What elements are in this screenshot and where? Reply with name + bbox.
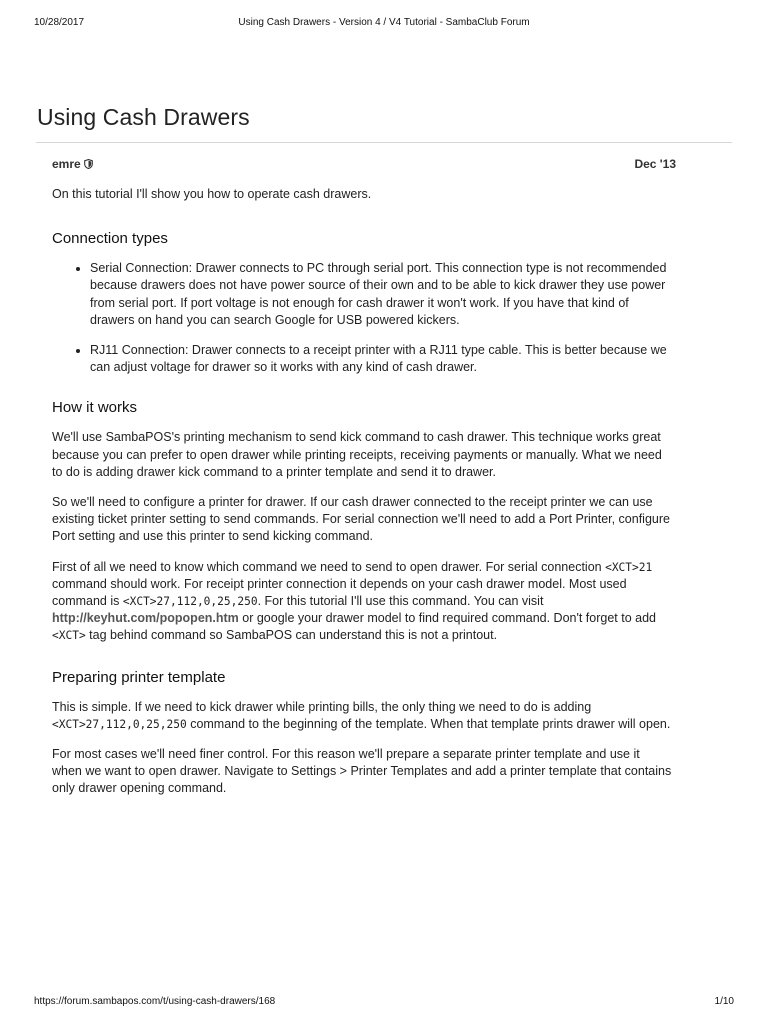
keyhut-link[interactable]: http://keyhut.com/popopen.htm — [52, 611, 239, 626]
author-name[interactable]: emre — [52, 157, 81, 171]
topic-title[interactable]: Using Cash Drawers — [37, 104, 250, 130]
preparing-template-paragraph-2: For most cases we'll need finer control. For this reason we'll prepare a separate printer template and use it when we want to open drawer. Navigate to Settings > Printer Templates and add a printer template that contains only drawer opening command. — [52, 747, 672, 796]
title-divider — [36, 142, 732, 143]
print-url: https://forum.sambapos.com/t/using-cash-drawers/168 — [34, 996, 276, 1007]
post-author[interactable] — [52, 157, 93, 171]
section-heading-preparing-printer-template: Preparing printer template — [52, 668, 226, 686]
intro-paragraph: On this tutorial I'll show you how to operate cash drawers. — [52, 187, 372, 201]
section-heading-connection-types: Connection types — [52, 230, 168, 248]
command-code: <XCT> — [52, 629, 86, 643]
paragraph-text: This is simple. If we need to kick drawer while printing bills, the only thing we need to do is adding — [52, 699, 592, 714]
paragraph-text: First of all we need to know which command we need to send to open drawer. For serial connection — [52, 559, 606, 574]
post-date[interactable]: Dec '13 — [634, 157, 676, 171]
list-item: • Serial Connection: Drawer connects to PC through serial port. This connection type is not recommended because drawers does not have power source of their own and to be able to kick drawer they use power from serial port. If port voltage is not enough for cash drawer it won't work. If you have that kind of drawers on hand you can search Google for USB powered kickers. — [90, 260, 672, 329]
print-date: 10/28/2017 — [34, 17, 85, 28]
how-it-works-paragraph-1: We'll use SambaPOS's printing mechanism to send kick command to cash drawer. This technique works great because you can prefer to open drawer while printing receipts, receiving payments or manually. What we need to do is adding drawer kick command to a printer template and send it to drawer. — [52, 430, 662, 479]
moderator-shield-icon — [84, 159, 93, 169]
print-document-title: Using Cash Drawers - Version 4 / V4 Tutorial - SambaClub Forum — [238, 17, 530, 28]
section-heading-how-it-works: How it works — [52, 399, 138, 417]
how-it-works-paragraph-2: So we'll need to configure a printer for drawer. If our cash drawer connected to the receipt printer we can use existing ticket printer setting to send commands. For serial connection we'll need to add a Port Printer, configure Port setting and use this printer to send kicking command. — [52, 495, 670, 544]
command-code: <XCT>21 — [605, 560, 653, 574]
print-header — [34, 17, 734, 31]
preparing-template-paragraph-1 — [52, 699, 672, 733]
print-footer — [34, 996, 734, 1010]
post-body — [52, 186, 672, 811]
paragraph-text: or google your drawer model to find required command. Don't forget to add — [238, 611, 656, 626]
command-code: <XCT>27,112,0,25,250 — [122, 595, 258, 609]
paragraph-text: command should work. For receipt printer connection it depends on your cash drawer model. Most used command is — [52, 576, 627, 609]
post-meta — [52, 157, 676, 173]
paragraph-text: tag behind command so SambaPOS can understand this is not a printout. — [85, 628, 498, 643]
list-item: • RJ11 Connection: Drawer connects to a receipt printer with a RJ11 type cable. This is better because we can adjust voltage for drawer so it works with any kind of cash drawer. — [90, 342, 672, 376]
command-code: <XCT>27,112,0,25,250 — [52, 717, 187, 731]
paragraph-text: . For this tutorial I'll use this command. You can visit — [257, 594, 544, 609]
connection-types-list — [52, 260, 672, 376]
paragraph-text: command to the beginning of the template. When that template prints drawer will open. — [186, 716, 671, 731]
page-number: 1/10 — [714, 996, 734, 1007]
how-it-works-paragraph-3 — [52, 559, 672, 645]
